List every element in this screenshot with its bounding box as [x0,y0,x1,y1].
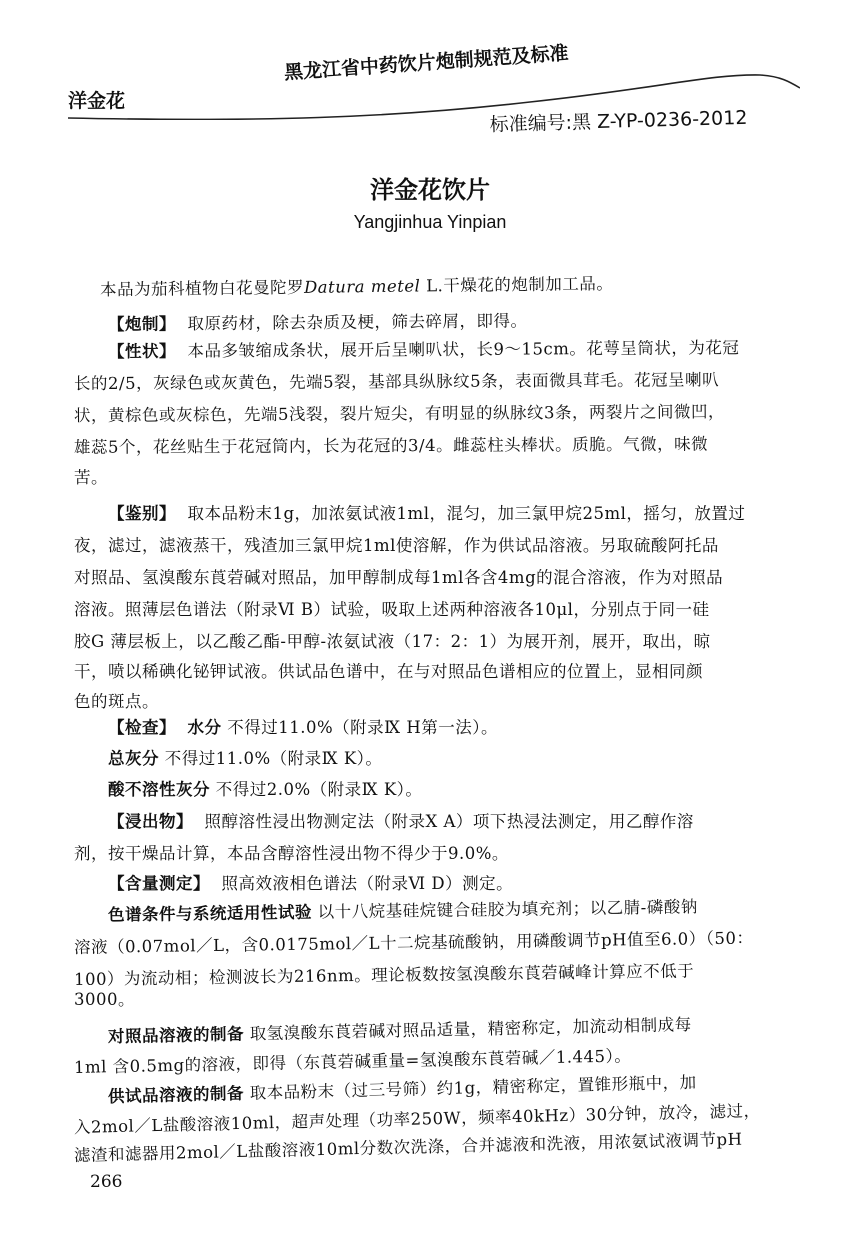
reference-prep-line-1 [74,1012,820,1048]
reference-prep-line-2: 1ml 含0.5mg的溶液，即得（东莨菪碱重量=氢溴酸东莨菪碱／1.445）。 [73,1046,632,1077]
description-line-5: 苦。 [74,468,108,487]
sample-prep-text: 取本品粉末（过三号筛）约1g，精密称定，置锥形瓶中，加 [249,1072,697,1103]
sample-prep-label: 供试品溶液的制备 [107,1083,245,1107]
running-header-herb-name: 洋金花 [68,90,126,112]
description-line-2: 长的2/5，灰绿色或灰黄色，先端5裂，基部具纵脉纹5条，表面微具茸毛。花冠呈喇叭 [73,370,720,394]
inspection-label: 【检查】 [108,718,176,737]
reference-prep-text: 取氢溴酸东莨菪碱对照品适量，精密称定，加流动相制成每 [249,1015,692,1044]
sample-prep-line-2: 入2mol／L盐酸溶液10ml，超声处理（功率250W，频率40kHz）30分钟，放冷，滤过， [73,1101,761,1137]
chromatography-label: 色谱条件与系统适用性试验 [107,902,313,925]
description-line-3: 状，黄棕色或灰棕色，先端5浅裂，裂片短尖，有明显的纵脉纹3条，两裂片之间微凹， [73,402,726,426]
identification-line-5: 胶G 薄层板上，以乙酸乙酯-甲醇-浓氨试液（17：2：1）为展开剂，展开，取出，晾 [74,632,711,651]
extract-line-2: 剂，按干燥品计算，本品含醇溶性浸出物不得少于9.0%。 [74,844,509,863]
inspection-item-text: 不得过11.0%（附录Ⅸ H第一法）。 [227,718,498,737]
inspection-item-name: 总灰分 [108,749,159,768]
running-header-series-title: 黑龙江省中药饮片炮制规范及标准 [283,42,570,85]
reference-prep-label: 对照品溶液的制备 [107,1024,245,1047]
identification-line-6: 干，喷以稀碘化铋钾试液。供试品色谱中，在与对照品色谱相应的位置上，显相同颜 [74,662,703,681]
intro-post: L.干燥花的炮制加工品。 [420,274,614,296]
identification-line-7: 色的斑点。 [74,692,159,711]
inspection-item-text: 不得过11.0%（附录Ⅸ K）。 [164,749,383,768]
document-pinyin-title: Yangjinhua Yinpian [353,212,507,232]
intro-latin-name: Datura metel [303,276,421,297]
identification-line-4: 溶液。照薄层色谱法（附录Ⅵ B）试验，吸取上述两种溶液各10μl，分别点于同一硅 [74,600,710,619]
processing-section [74,309,820,336]
inspection-total-ash [74,749,820,769]
chromatography-line-1 [74,896,820,926]
sample-prep-line-3: 滤渣和滤器用2mol／L盐酸溶液10ml分数次洗涤，合并滤液和洗液，用浓氨试液调节pH [73,1129,743,1165]
inspection-item-name: 酸不溶性灰分 [108,780,210,799]
intro-paragraph [100,272,812,301]
chromatography-text: 以十八烷基硅烷键合硅胶为填充剂；以乙腈-磷酸钠 [317,897,698,922]
assay-line [74,874,820,894]
chromatography-line-3: 100）为流动相；检测波长为216nm。理论板数按氢溴酸东莨菪碱峰计算应不低于 [73,961,695,989]
identification-label: 【鉴别】 [108,504,176,523]
chromatography-line-2: 溶液（0.07mol／L，含0.0175mol／L十二烷基硫酸钠，用磷酸调节pH值至6.0）（50： [73,928,754,957]
identification-line-3: 对照品、氢溴酸东莨菪碱对照品，加甲醇制成每1ml各含4mg的混合溶液，作为对照品 [74,568,724,587]
inspection-item-name: 水分 [187,718,222,737]
document-title: 洋金花饮片 [370,176,490,204]
identification-text: 取本品粉末1g，加浓氨试液1ml，混匀，加三氯甲烷25ml，摇匀，放置过 [187,504,746,523]
extract-text: 照醇溶性浸出物测定法（附录Ⅹ A）项下热浸法测定，用乙醇作溶 [204,812,694,831]
identification-line-1 [74,504,820,524]
chromatography-line-4: 3000。 [74,990,135,1009]
description-label: 【性状】 [107,341,177,362]
processing-label: 【炮制】 [107,314,177,334]
description-line-1 [74,338,820,363]
standard-code: 标准编号:黑 Z-YP-0236-2012 [489,106,748,137]
processing-text: 取原药材，除去杂质及梗，筛去碎屑，即得。 [187,311,528,334]
description-text: 本品多皱缩成条状，展开后呈喇叭状，长9～15cm。花萼呈筒状，为花冠 [187,338,740,361]
assay-label: 【含量测定】 [108,874,210,893]
intro-pre: 本品为茄科植物白花曼陀罗 [99,277,305,300]
description-line-4: 雄蕊5个，花丝贴生于花冠筒内，长为花冠的3/4。雌蕊柱头棒状。质脆。气微，味微 [73,434,709,457]
inspection-acid-insoluble-ash [74,780,820,800]
page-number: 266 [90,1172,123,1192]
inspection-moisture [74,718,820,738]
extract-line-1 [74,812,820,832]
extract-label: 【浸出物】 [108,812,193,831]
inspection-item-text: 不得过2.0%（附录Ⅸ K）。 [215,780,423,799]
identification-line-2: 夜，滤过，滤液蒸干，残渣加三氯甲烷1ml使溶解，作为供试品溶液。另取硫酸阿托品 [74,536,719,555]
assay-text: 照高效液相色谱法（附录Ⅵ D）测定。 [221,874,514,893]
